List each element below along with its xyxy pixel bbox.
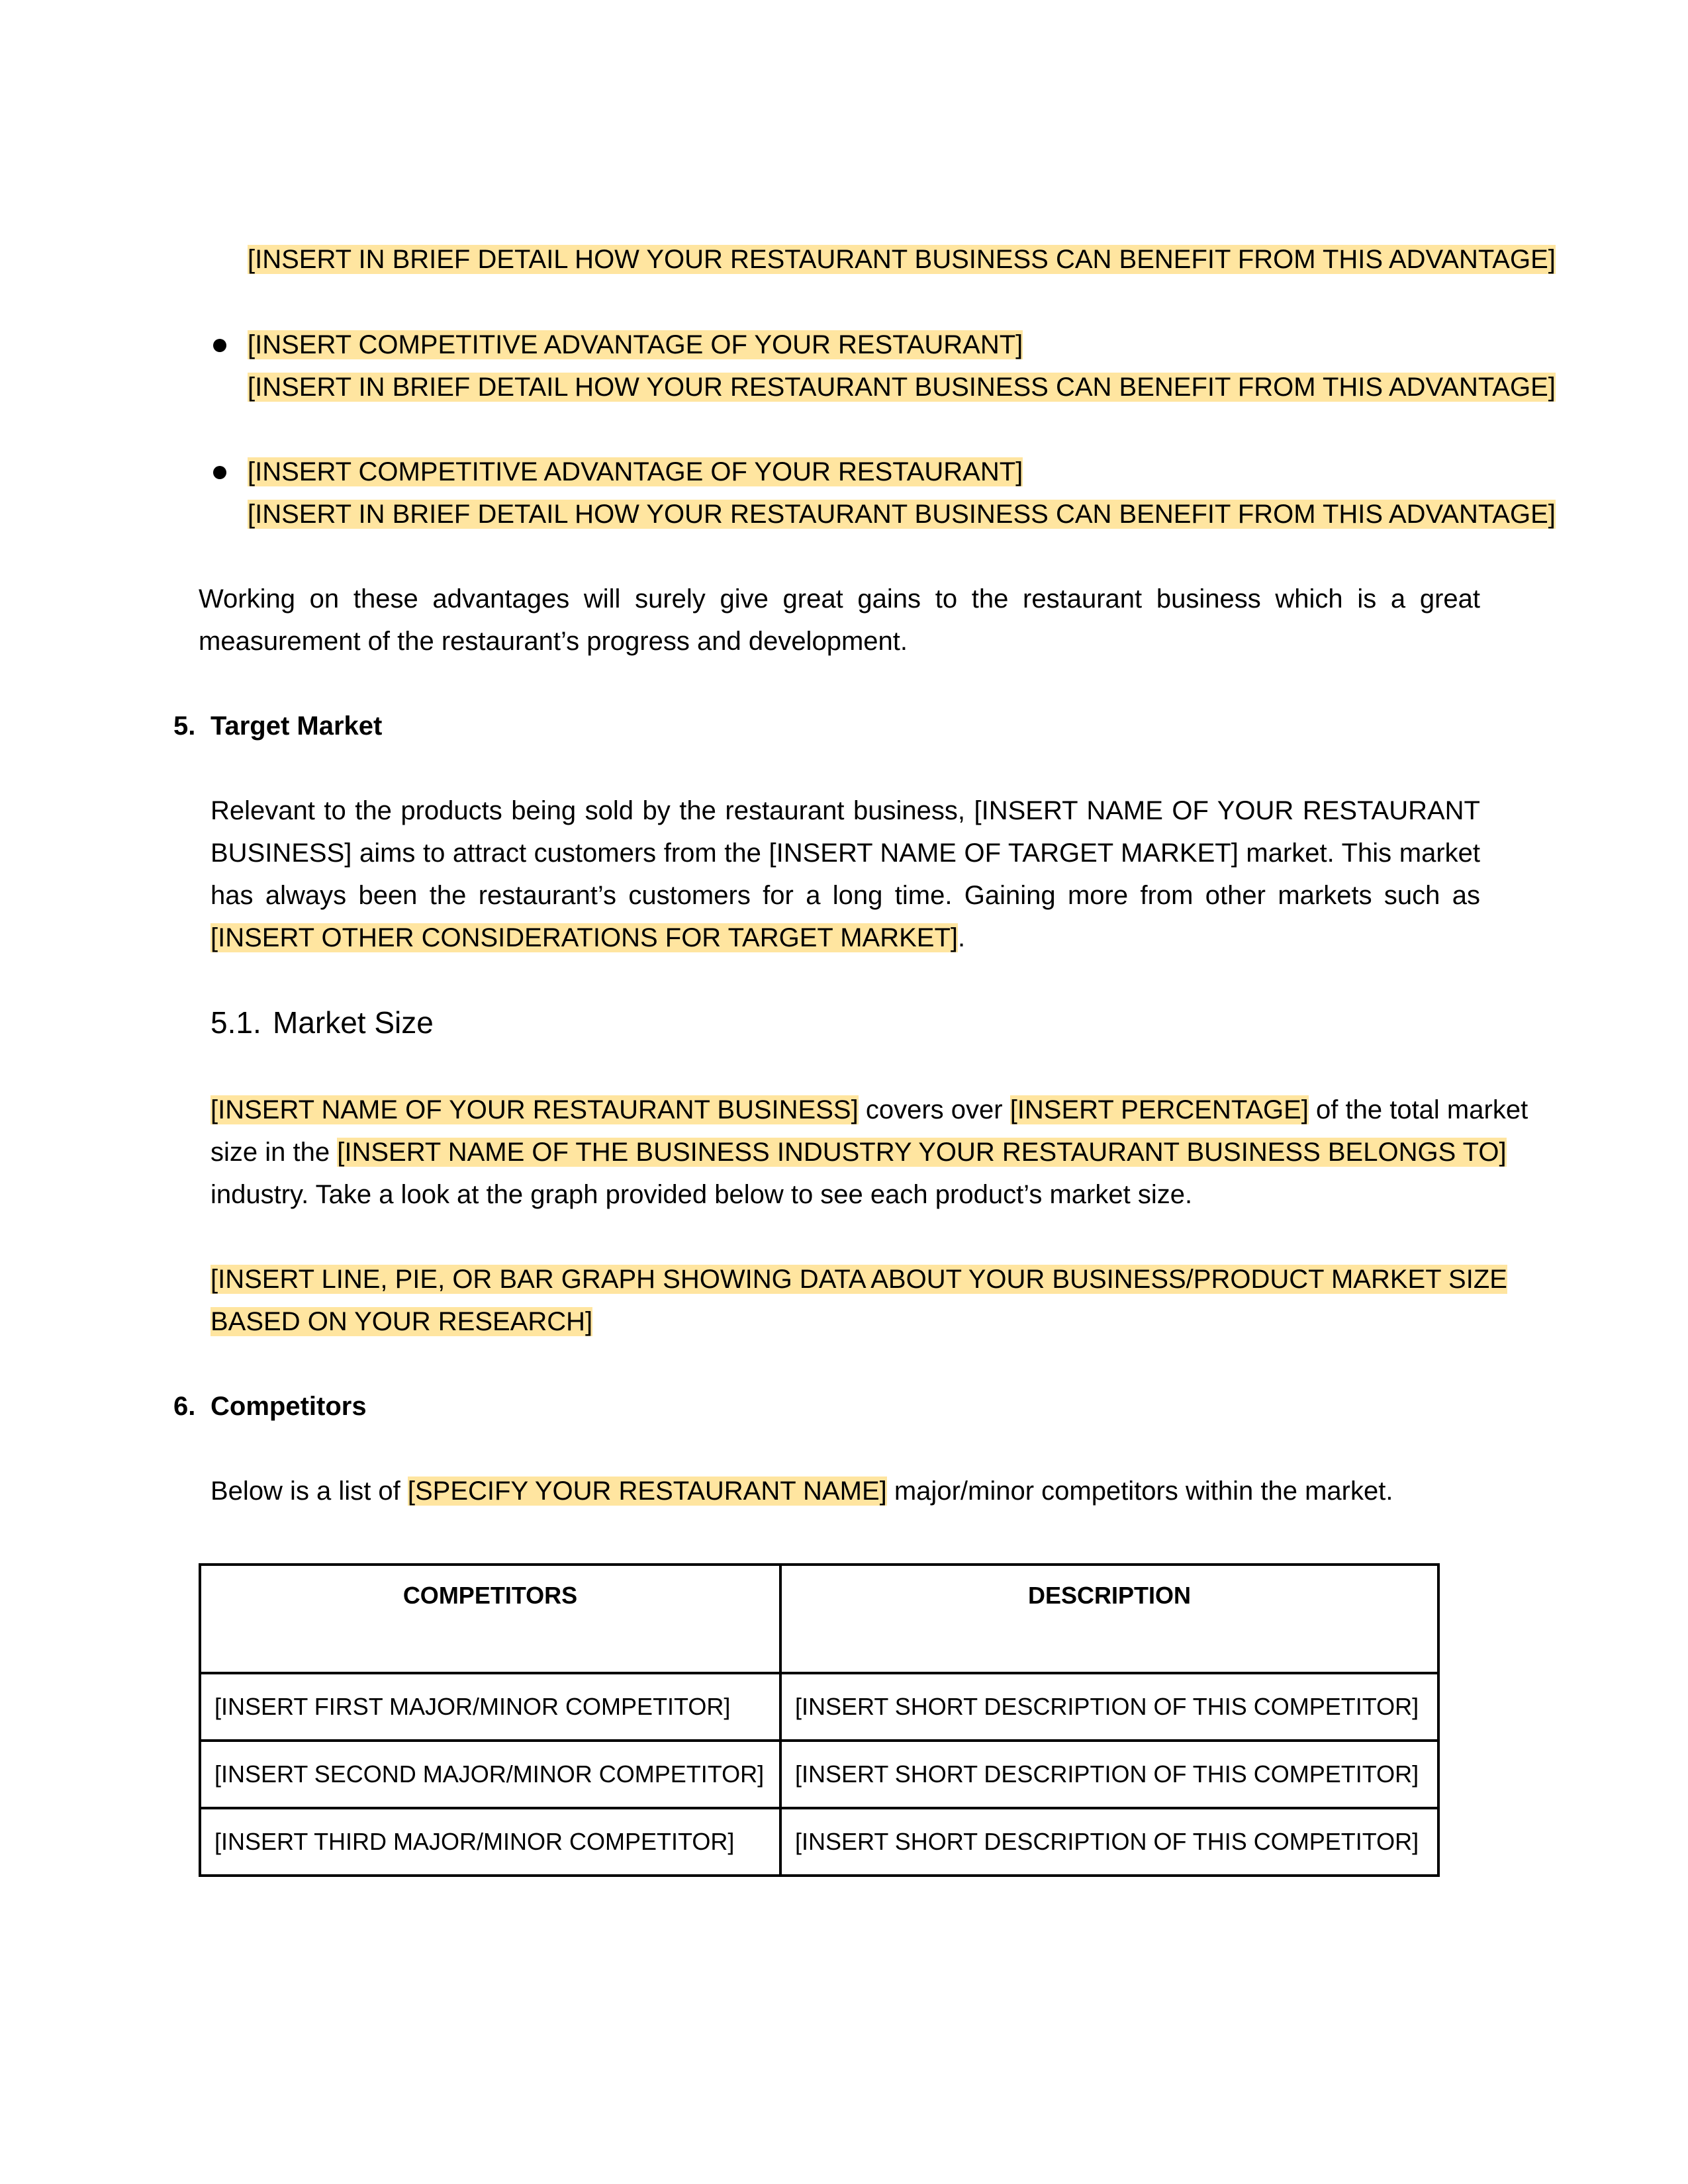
table-cell: [INSERT FIRST MAJOR/MINOR COMPETITOR] — [200, 1673, 780, 1741]
bullet-dot — [213, 466, 226, 479]
target-market-line: Relevant to the products being sold by the restaurant business, [INSERT NAME OF YOUR RESTAURANT — [211, 796, 1480, 825]
table-cell: [INSERT SECOND MAJOR/MINOR COMPETITOR] — [200, 1741, 780, 1808]
target-market-line — [211, 917, 965, 959]
market-size-line — [211, 1131, 1507, 1173]
table-row — [200, 1741, 1438, 1808]
placeholder-highlight: [INSERT OTHER CONSIDERATIONS FOR TARGET MARKET] — [211, 923, 959, 952]
table-row — [200, 1808, 1438, 1876]
section-title: Target Market — [211, 711, 383, 741]
graph-placeholder — [211, 1300, 592, 1343]
body-text: of the total market — [1308, 1095, 1528, 1124]
subsection-title: Market Size — [273, 1005, 434, 1040]
placeholder-highlight: [INSERT COMPETITIVE ADVANTAGE OF YOUR RESTAURANT] — [248, 457, 1023, 486]
placeholder-highlight: [INSERT COMPETITIVE ADVANTAGE OF YOUR RESTAURANT] — [248, 330, 1023, 359]
advantage-title — [248, 451, 1023, 493]
table-cell: [INSERT SHORT DESCRIPTION OF THIS COMPETITOR] — [780, 1741, 1438, 1808]
table-header-row — [200, 1565, 1438, 1673]
graph-placeholder — [211, 1258, 1507, 1300]
competitors-table — [199, 1563, 1440, 1877]
subsection-number: 5.1. — [211, 1005, 261, 1040]
placeholder-highlight: BASED ON YOUR RESEARCH] — [211, 1307, 593, 1336]
advantage-title — [248, 324, 1023, 366]
section-title: Competitors — [211, 1392, 367, 1421]
table-cell: [INSERT SHORT DESCRIPTION OF THIS COMPETITOR] — [780, 1808, 1438, 1876]
section-number: 6. — [173, 1392, 196, 1421]
body-text: size in the — [211, 1138, 330, 1167]
placeholder-highlight: [INSERT NAME OF THE BUSINESS INDUSTRY YOUR RESTAURANT BUSINESS BELONGS TO] — [337, 1138, 1507, 1167]
placeholder-highlight: [SPECIFY YOUR RESTAURANT NAME] — [407, 1477, 887, 1506]
placeholder-highlight: [INSERT IN BRIEF DETAIL HOW YOUR RESTAURANT BUSINESS CAN BENEFIT FROM THIS ADVANTAGE] — [248, 373, 1556, 402]
bullet-dot — [213, 339, 226, 352]
placeholder-highlight: [INSERT IN BRIEF DETAIL HOW YOUR RESTAURANT BUSINESS CAN BENEFIT FROM THIS ADVANTAGE] — [248, 245, 1556, 274]
advantage-detail — [248, 366, 1556, 408]
table-row — [200, 1673, 1438, 1741]
placeholder-highlight: [INSERT NAME OF YOUR RESTAURANT BUSINESS] — [211, 1095, 859, 1124]
table-header-description: DESCRIPTION — [780, 1565, 1438, 1673]
placeholder-highlight: [INSERT PERCENTAGE] — [1009, 1095, 1309, 1124]
competitors-intro — [211, 1470, 1393, 1512]
table-cell: [INSERT SHORT DESCRIPTION OF THIS COMPETITOR] — [780, 1673, 1438, 1741]
punctuation: . — [958, 923, 966, 952]
table-cell: [INSERT THIRD MAJOR/MINOR COMPETITOR] — [200, 1808, 780, 1876]
advantages-conclusion-line: Working on these advantages will surely give great gains to the restaurant business which is a great — [199, 584, 1480, 614]
advantages-conclusion-line: measurement of the restaurant’s progress and development. — [199, 627, 908, 656]
market-size-line: industry. Take a look at the graph provided below to see each product’s market size. — [211, 1180, 1193, 1209]
market-size-line — [211, 1089, 1528, 1131]
target-market-line: has always been the restaurant’s customers for a long time. Gaining more from other markets such as — [211, 881, 1480, 910]
body-text: covers over — [858, 1095, 1010, 1124]
placeholder-highlight: [INSERT LINE, PIE, OR BAR GRAPH SHOWING DATA ABOUT YOUR BUSINESS/PRODUCT MARKET SIZE — [211, 1265, 1507, 1294]
body-text: Below is a list of — [211, 1477, 408, 1506]
advantage-detail — [248, 238, 1556, 281]
placeholder-highlight: [INSERT IN BRIEF DETAIL HOW YOUR RESTAURANT BUSINESS CAN BENEFIT FROM THIS ADVANTAGE] — [248, 500, 1556, 529]
body-text: major/minor competitors within the market. — [886, 1477, 1393, 1506]
section-number: 5. — [173, 711, 196, 741]
target-market-line: BUSINESS] aims to attract customers from the [INSERT NAME OF TARGET MARKET] market. This market — [211, 839, 1480, 868]
advantage-detail — [248, 493, 1556, 535]
table-header-competitors: COMPETITORS — [200, 1565, 780, 1673]
